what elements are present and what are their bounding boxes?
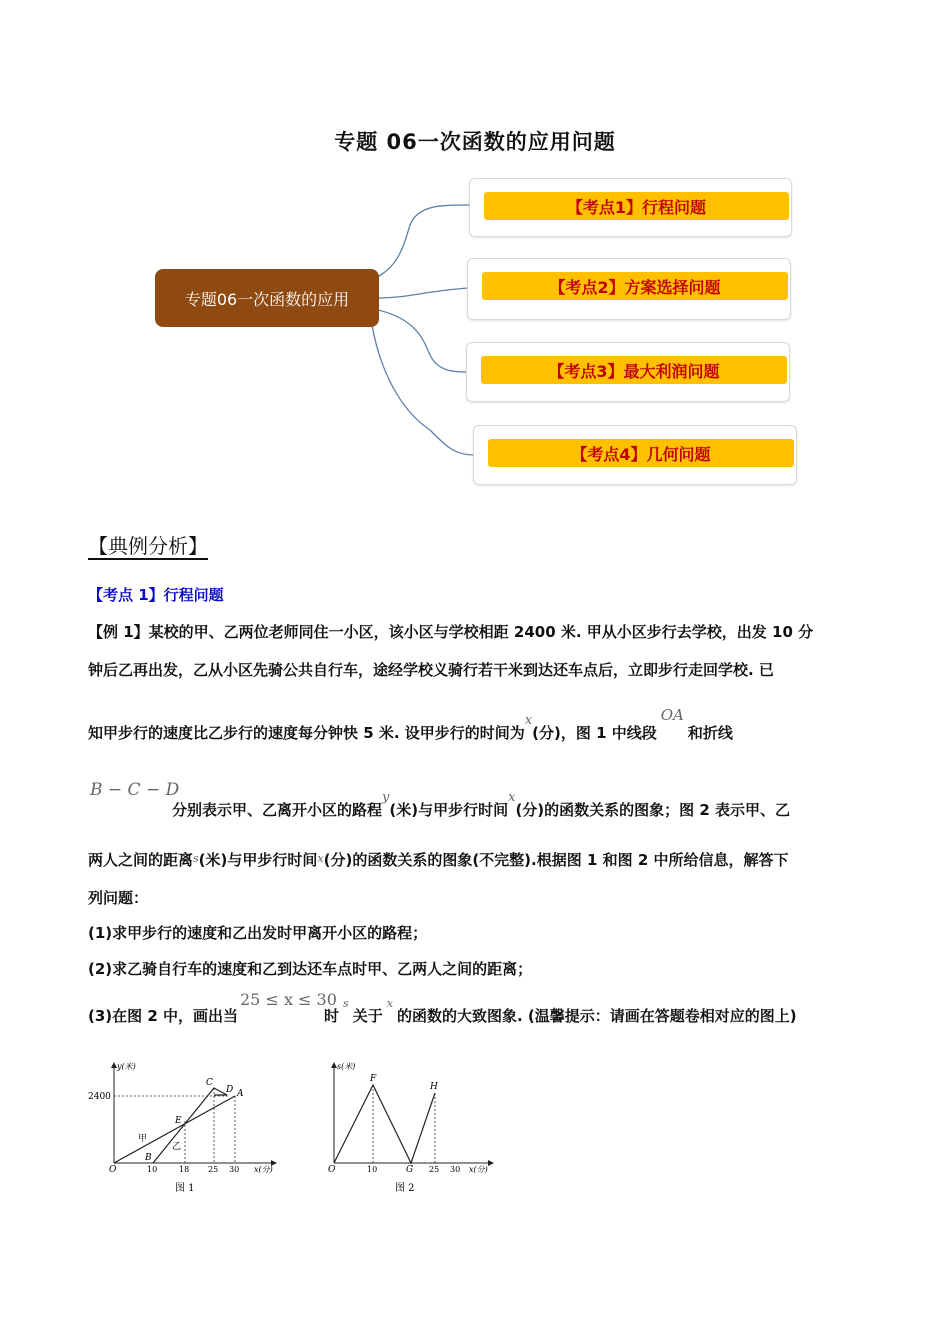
y-axis-label: y(米) — [117, 1062, 136, 1071]
text-segment: (米)与甲步行时间 — [198, 851, 318, 869]
mindmap-branch-1 — [469, 178, 792, 237]
x-tick-30: 30 — [229, 1165, 240, 1174]
text-segment: (分)的函数关系的图象；图 2 表示甲、乙 — [515, 801, 791, 819]
distance-graph — [334, 1085, 435, 1163]
polyline-bcd-graph — [153, 1088, 227, 1163]
x-tick-18: 18 — [179, 1165, 190, 1174]
text-segment: 知甲步行的速度比乙步行的速度每分钟快 5 米. 设甲步行的时间为 — [88, 724, 525, 742]
y-axis-label: s(米) — [337, 1062, 356, 1071]
inequality-range: 25 ≤ x ≤ 30 — [240, 990, 337, 1009]
mindmap-branch-label: 【考点4】几何问题 — [488, 439, 794, 467]
point-d: D — [226, 1085, 234, 1095]
point-c: C — [206, 1078, 213, 1088]
origin-label: O — [109, 1165, 117, 1175]
x-axis-label: x(分) — [254, 1165, 273, 1174]
point-g: G — [406, 1165, 414, 1175]
variable-x: x — [386, 997, 393, 1010]
text-segment: 时 — [324, 1007, 340, 1025]
example-line-4 — [172, 790, 791, 820]
figure-1-caption: 图 1 — [175, 1183, 195, 1194]
point-e: E — [175, 1116, 182, 1126]
text-segment: 的函数的大致图象. (温馨提示：请画在答题卷相对应的图上) — [396, 1007, 797, 1025]
segment-oa: OA — [660, 706, 684, 724]
y-tick-2400: 2400 — [88, 1092, 111, 1102]
example-text: 某校的甲、乙两位老师同住一小区，该小区与学校相距 2400 米. 甲从小区步行去学校，出发 10 分 — [148, 623, 814, 641]
mindmap-branch-label: 【考点1】行程问题 — [484, 192, 789, 220]
text-segment: (分)的函数关系的图象(不完整).根据图 1 和图 2 中所给信息，解答下 — [323, 851, 789, 869]
x-axis-label: x(分) — [469, 1165, 488, 1174]
mindmap-central-node: 专题06一次函数的应用 — [155, 269, 379, 327]
text-segment: (3)在图 2 中，画出当 — [88, 1007, 239, 1025]
variable-s: s — [343, 997, 349, 1010]
mindmap-branch-label: 【考点2】方案选择问题 — [482, 272, 788, 300]
text-segment: 分别表示甲、乙离开小区的路程 — [172, 801, 383, 819]
x-tick-10: 10 — [367, 1165, 378, 1174]
variable-x: x — [524, 713, 533, 728]
text-segment: (米)与甲步行时间 — [389, 801, 509, 819]
mindmap-branch-2 — [467, 258, 791, 320]
example-line-3 — [88, 706, 733, 743]
mindmap-branch-3 — [466, 342, 790, 402]
point-b: B — [145, 1153, 152, 1163]
page-title: 专题 06一次函数的应用问题 — [334, 130, 616, 154]
x-tick-30: 30 — [450, 1165, 461, 1174]
example-line-6: 列问题： — [88, 889, 149, 907]
section-heading: 【典例分析】 — [88, 534, 208, 558]
variable-y: y — [382, 790, 390, 805]
x-tick-25: 25 — [208, 1165, 219, 1174]
figure-2 — [315, 1055, 515, 1205]
example-line-5 — [88, 849, 789, 870]
question-1: (1)求甲步行的速度和乙出发时甲离开小区的路程； — [88, 924, 428, 942]
text-segment: 和折线 — [687, 724, 733, 742]
label-jia: 甲 — [138, 1134, 148, 1144]
figure-1 — [80, 1055, 290, 1205]
origin-label: O — [328, 1165, 336, 1175]
mindmap-branch-4 — [473, 425, 797, 485]
example-line-2: 钟后乙再出发，乙从小区先骑公共自行车，途经学校义骑行若干米到达还车点后，立即步行走回学校. 已 — [88, 661, 774, 679]
point-f: F — [370, 1074, 377, 1084]
text-segment: 两人之间的距离 — [88, 851, 194, 869]
example-label: 【例 1】 — [88, 623, 149, 641]
line-oa — [114, 1096, 235, 1163]
variable-x: x — [508, 790, 516, 805]
point-a: A — [237, 1089, 244, 1099]
label-yi: 乙 — [172, 1142, 182, 1152]
question-2: (2)求乙骑自行车的速度和乙到达还车点时甲、乙两人之间的距离； — [88, 960, 533, 978]
variable-s: s — [193, 852, 199, 865]
text-segment: 关于 — [352, 1007, 383, 1025]
text-segment: (分)，图 1 中线段 — [532, 724, 657, 742]
x-tick-10: 10 — [147, 1165, 158, 1174]
example-line-1 — [88, 621, 813, 642]
x-tick-25: 25 — [429, 1165, 440, 1174]
polyline-bcd: B − C − D — [90, 780, 180, 800]
kaodian-heading: 【考点 1】行程问题 — [88, 586, 224, 604]
variable-x: x — [317, 852, 324, 865]
mindmap-branch-label: 【考点3】最大利润问题 — [481, 356, 787, 384]
point-h: H — [430, 1082, 438, 1092]
figure-2-caption: 图 2 — [395, 1183, 415, 1194]
